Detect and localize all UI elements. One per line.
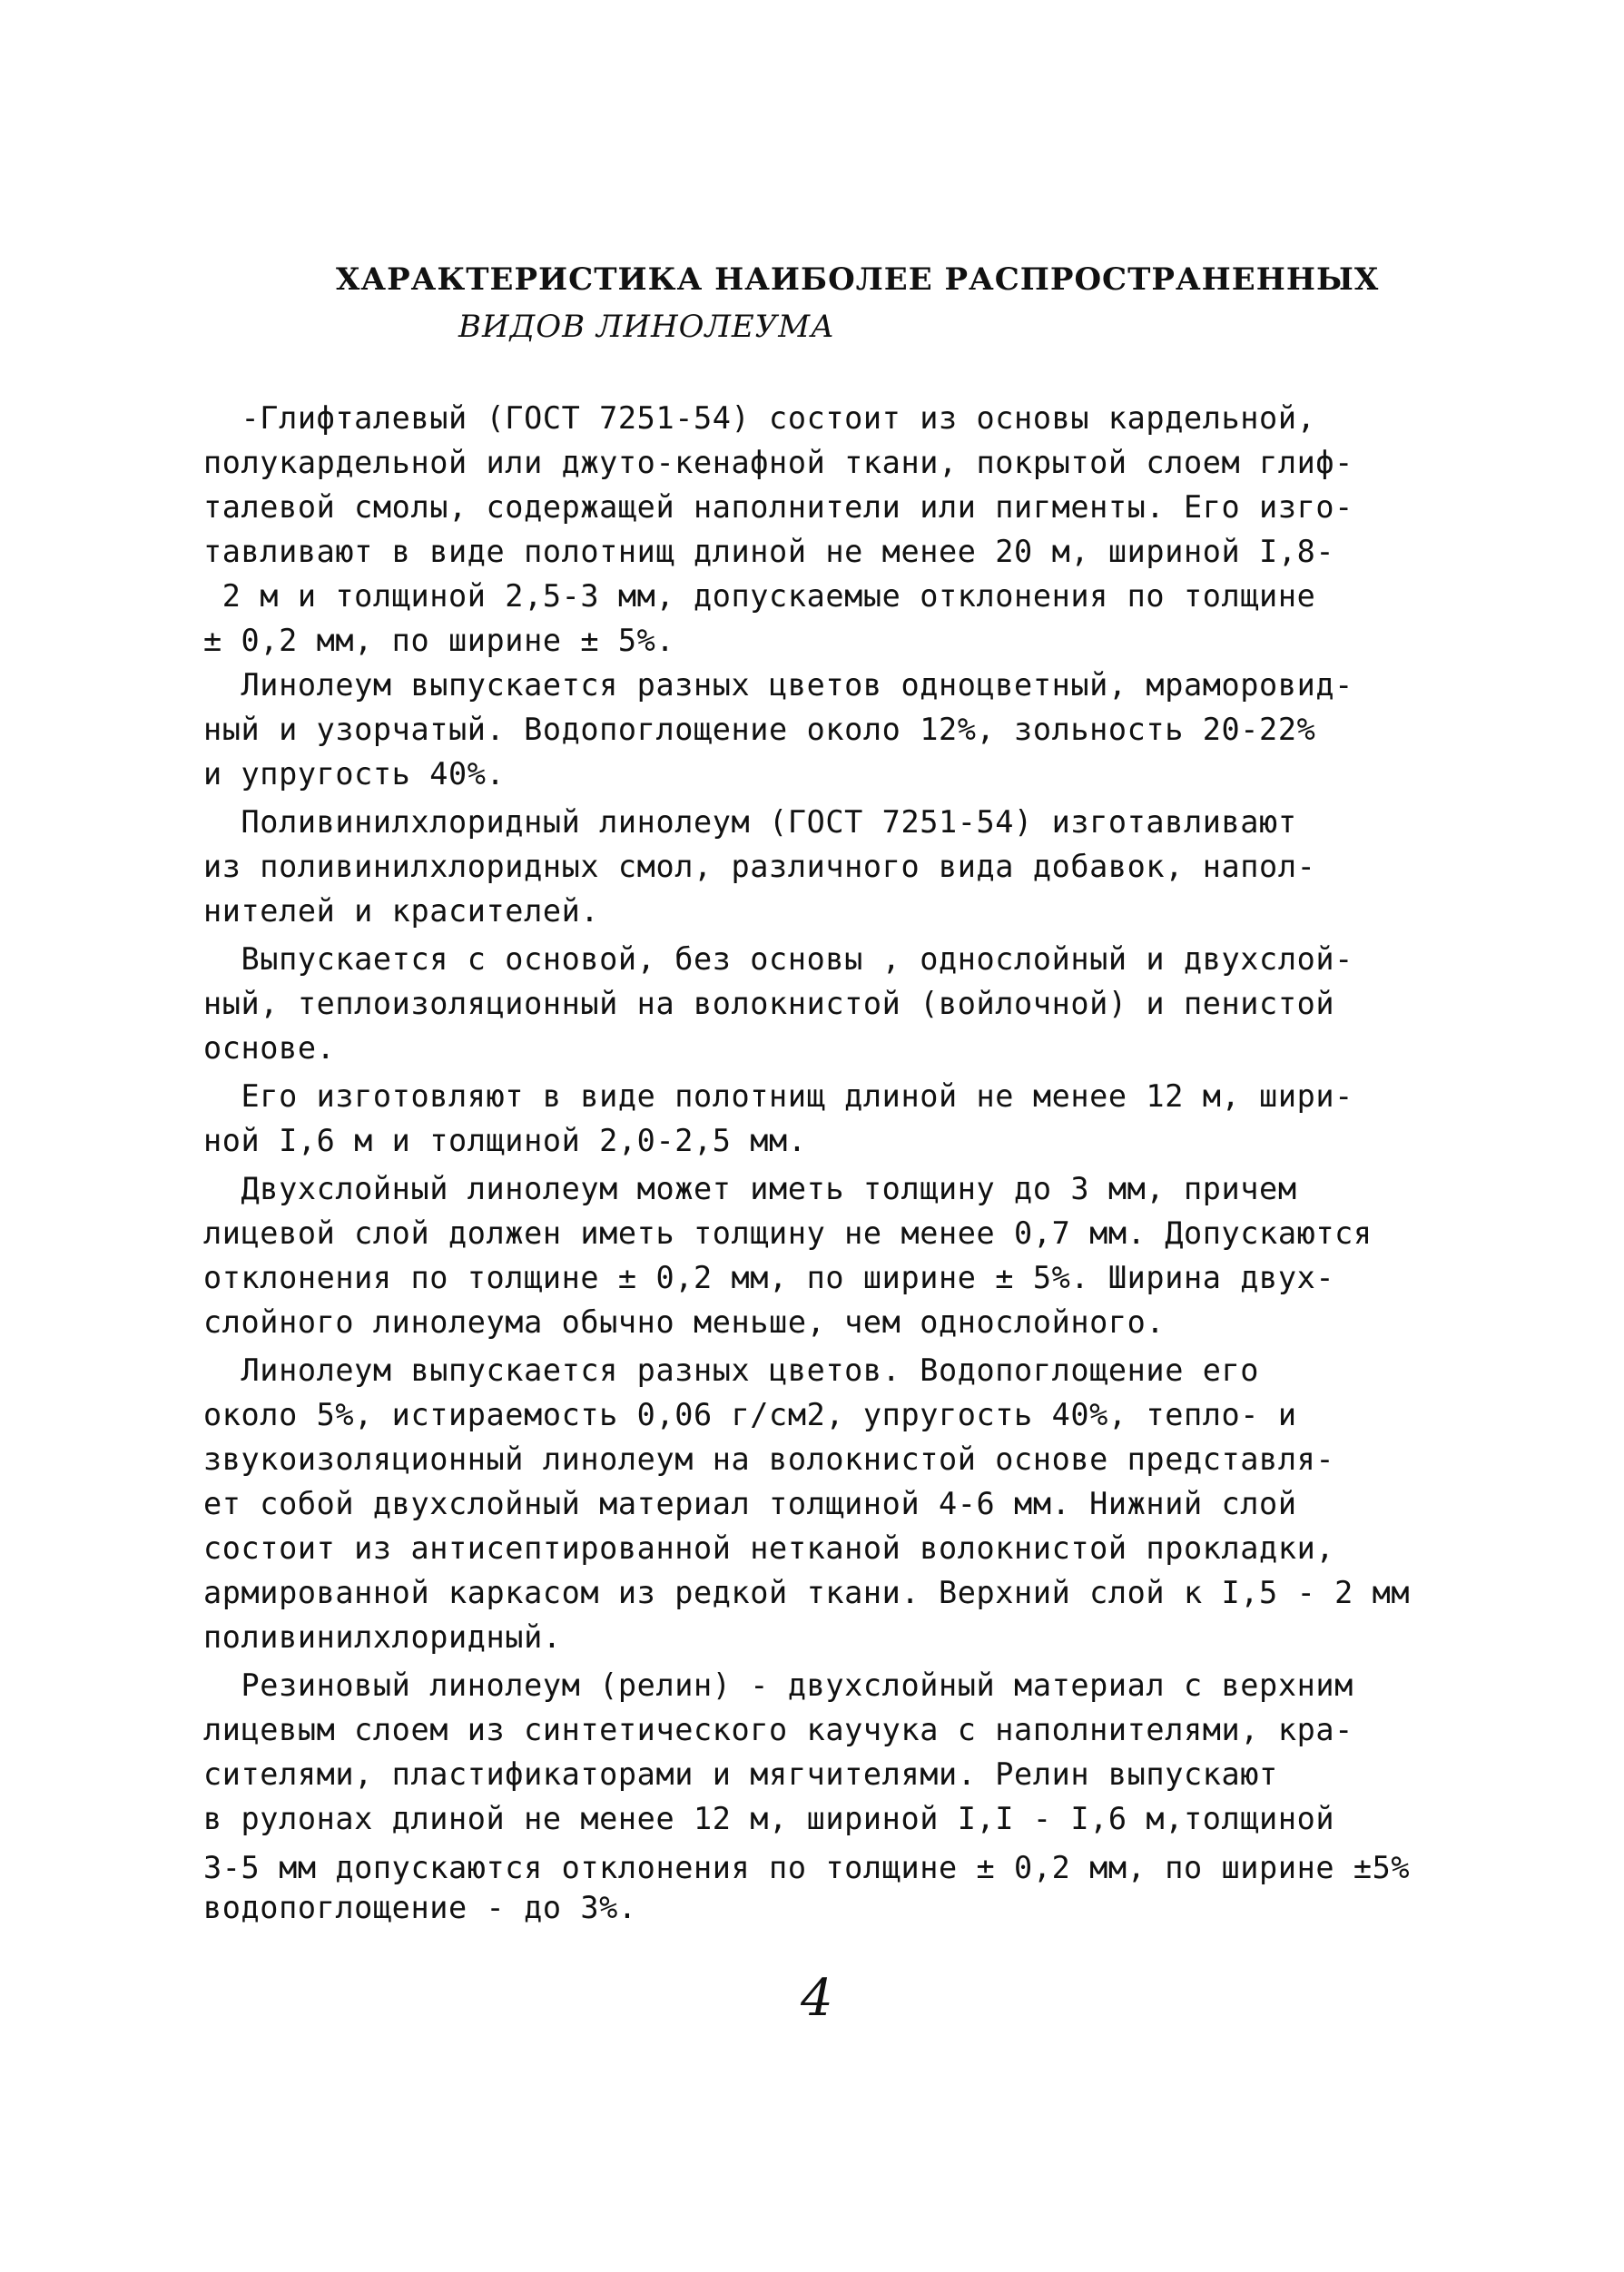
text-line: из поливинилхлоридных смол, различного вида добавок, напол-	[203, 849, 1316, 884]
title-line-1: ХАРАКТЕРИСТИКА НАИБОЛЕЕ РАСПРОСТРАНЕННЫХ	[336, 261, 1380, 298]
text-line: 2 м и толщиной 2,5-3 мм, допускаемые отклонения по толщине	[203, 578, 1316, 614]
text-line: армированной каркасом из редкой ткани. Верхний слой к I,5 - 2 мм	[203, 1575, 1411, 1610]
text-line: лицевым слоем из синтетического каучука с наполнителями, кра-	[203, 1712, 1353, 1747]
text-line: ± 0,2 мм, по ширине ± 5%.	[203, 623, 675, 658]
text-line: нителей и красителей.	[203, 893, 600, 929]
text-line: сителями, пластификаторами и мягчителями. Релин выпускают	[203, 1756, 1278, 1792]
text-line: Линолеум выпускается разных цветов одноцветный, мраморовид-	[203, 667, 1353, 703]
text-line: водопоглощение - до 3%.	[203, 1890, 637, 1925]
text-line: 3-5 мм допускаются отклонения по толщине ± 0,2 мм, по ширине ±5%	[203, 1850, 1411, 1885]
text-line: -Глифталевый (ГОСТ 7251-54) состоит из основы кардельной,	[203, 400, 1316, 436]
text-line: Выпускается с основой, без основы , однослойный и двухслой-	[203, 941, 1353, 977]
text-line: звукоизоляционный линолеум на волокнистой основе представля-	[203, 1441, 1335, 1477]
text-line: состоит из антисептированной нетканой волокнистой прокладки,	[203, 1530, 1335, 1566]
text-line: основе.	[203, 1030, 336, 1066]
text-line: ной I,6 м и толщиной 2,0-2,5 мм.	[203, 1123, 807, 1158]
text-line: слойного линолеума обычно меньше, чем однослойного.	[203, 1304, 1166, 1340]
text-line: талевой смолы, содержащей наполнители или пигменты. Его изго-	[203, 489, 1353, 525]
title-line-2: ВИДОВ ЛИНОЛЕУМА	[458, 309, 835, 345]
page-number: 4	[801, 1969, 833, 2028]
text-line: и упругость 40%.	[203, 756, 506, 792]
text-line: в рулонах длиной не менее 12 м, шириной I,I - I,6 м,толщиной	[203, 1801, 1335, 1836]
text-line: ет собой двухслойный материал толщиной 4-6 мм. Нижний слой	[203, 1486, 1297, 1521]
text-line: тавливают в виде полотнищ длиной не менее 20 м, шириной I,8-	[203, 534, 1335, 569]
text-line: лицевой слой должен иметь толщину не менее 0,7 мм. Допускаются	[203, 1215, 1373, 1251]
text-line: около 5%, истираемость 0,06 г/см2, упругость 40%, тепло- и	[203, 1397, 1297, 1432]
text-line: отклонения по толщине ± 0,2 мм, по ширине ± 5%. Ширина двух-	[203, 1260, 1335, 1295]
page-title	[336, 256, 1379, 350]
text-line: Его изготовляют в виде полотнищ длиной не менее 12 м, шири-	[203, 1078, 1353, 1114]
text-line: Поливинилхлоридный линолеум (ГОСТ 7251-54) изготавливают	[203, 804, 1297, 840]
text-line: Линолеум выпускается разных цветов. Водопоглощение его	[203, 1352, 1260, 1388]
text-line: Резиновый линолеум (релин) - двухслойный материал с верхним	[203, 1667, 1353, 1703]
text-line: поливинилхлоридный.	[203, 1619, 562, 1655]
text-line: полукардельной или джуто-кенафной ткани, покрытой слоем глиф-	[203, 445, 1353, 480]
text-line: ный, теплоизоляционный на волокнистой (войлочной) и пенистой	[203, 986, 1335, 1021]
text-line: ный и узорчатый. Водопоглощение около 12%, зольность 20-22%	[203, 712, 1316, 747]
text-line: Двухслойный линолеум может иметь толщину до 3 мм, причем	[203, 1171, 1297, 1206]
